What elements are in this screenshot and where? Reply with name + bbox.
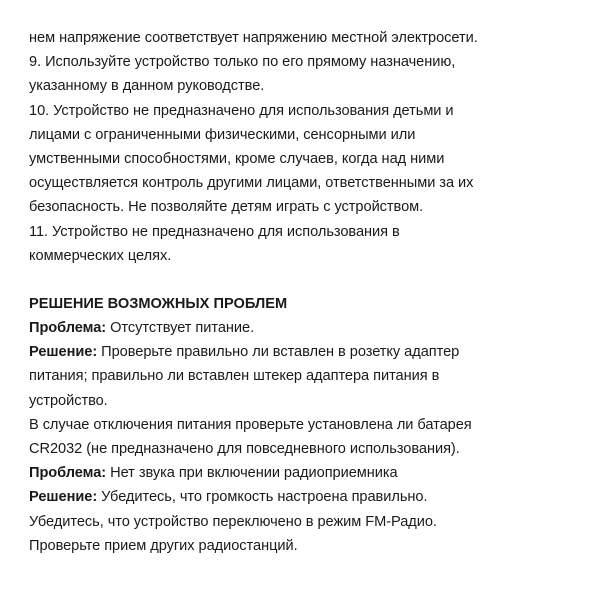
solution-2	[29, 485, 589, 509]
document-body	[29, 26, 589, 558]
solution-text: Убедитесь, что громкость настроена правильно.	[97, 489, 428, 506]
text-line: 10. Устройство не предназначено для использования детьми и	[29, 102, 454, 119]
problem-1	[29, 316, 589, 340]
problem-text: Нет звука при включении радиоприемника	[106, 465, 398, 482]
text-line: лицами с ограниченными физическими, сенсорными или	[29, 126, 416, 143]
problem-label: Проблема:	[29, 320, 107, 337]
solution-1	[29, 340, 589, 364]
text-line: Убедитесь, что устройство переключено в режим FM-Радио.	[29, 513, 437, 530]
text-line: указанному в данном руководстве.	[29, 78, 265, 95]
solution-text: Проверьте правильно ли вставлен в розетку адаптер	[97, 344, 460, 361]
text-line: 9. Используйте устройство только по его прямому назначению,	[29, 54, 456, 71]
section-spacer	[29, 268, 589, 292]
text-line: осуществляется контроль другими лицами, ответственными за их	[29, 175, 474, 192]
text-line: CR2032 (не предназначено для повседневного использования).	[29, 441, 460, 457]
problem-2	[29, 461, 589, 485]
text-line: питания; правильно ли вставлен штекер адаптера питания в	[29, 368, 440, 385]
solution-label: Решение:	[29, 344, 98, 361]
text-line: коммерческих целях.	[29, 247, 172, 264]
text-line: нем напряжение соответствует напряжению местной электросети.	[29, 30, 478, 46]
text-line: 11. Устройство не предназначено для использования в	[29, 223, 400, 240]
text-line: безопасность. Не позволяйте детям играть с устройством.	[29, 199, 424, 216]
problem-label: Проблема:	[29, 465, 107, 482]
text-line: устройство.	[29, 392, 108, 409]
problem-text: Отсутствует питание.	[106, 320, 255, 337]
section-heading: РЕШЕНИЕ ВОЗМОЖНЫХ ПРОБЛЕМ	[29, 295, 288, 312]
text-line: умственными способностями, кроме случаев, когда над ними	[29, 150, 445, 167]
text-line: Проверьте прием других радиостанций.	[29, 537, 298, 554]
text-line: В случае отключения питания проверьте установлена ли батарея	[29, 416, 472, 433]
solution-label: Решение:	[29, 489, 98, 506]
